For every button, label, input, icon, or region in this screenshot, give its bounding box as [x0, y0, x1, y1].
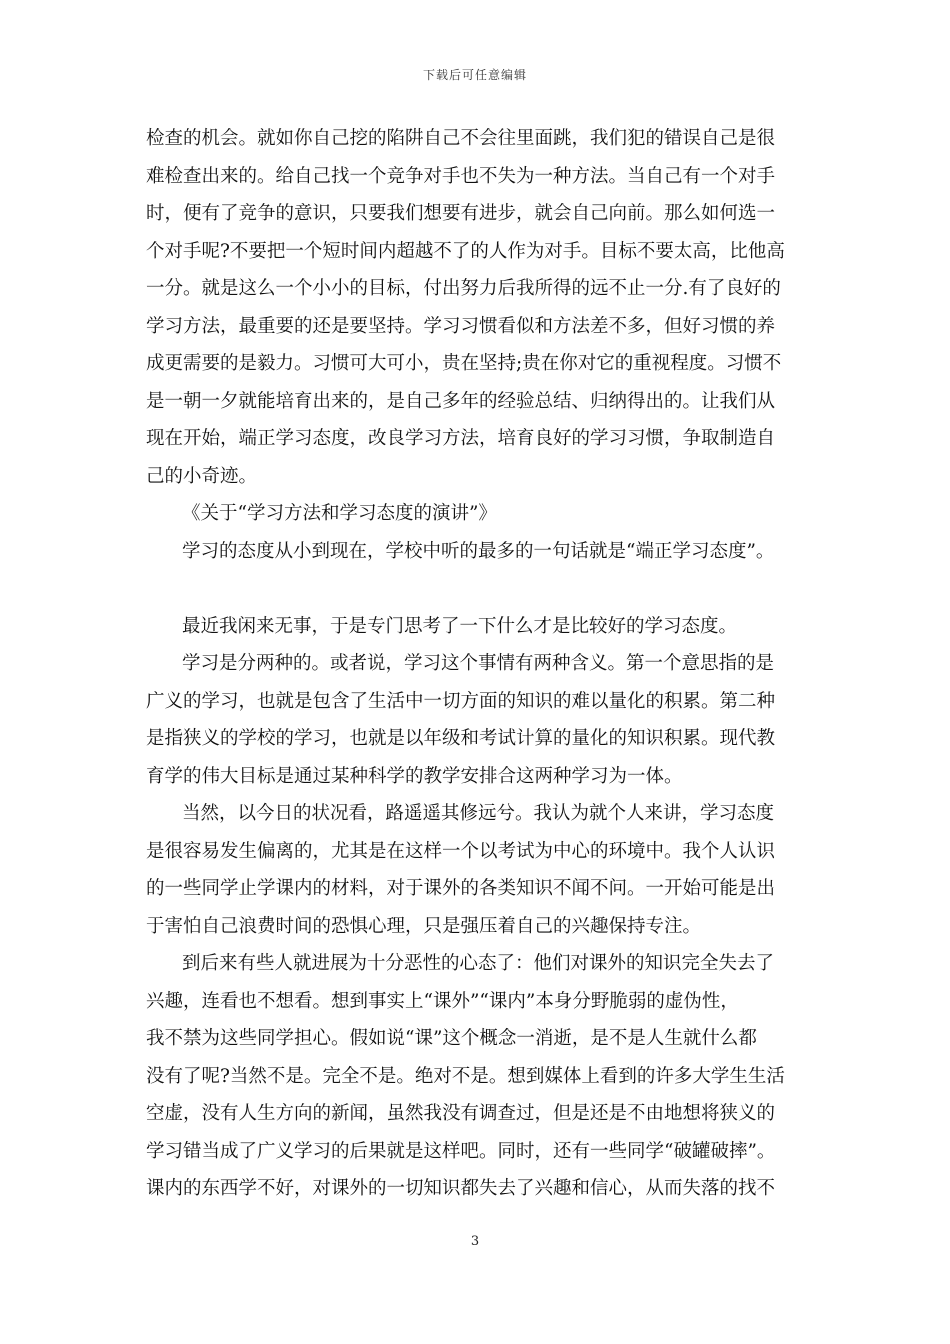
body-line: 最近我闲来无事，于是专门思考了一下什么才是比较好的学习态度。 — [182, 615, 738, 637]
body-line: 我不禁为这些同学担心。假如说“课”这个概念一消逝，是不是人生就什么都 — [146, 1028, 757, 1049]
body-line: 课内的东西学不好，对课外的一切知识都失去了兴趣和信心，从而失落的找不 — [146, 1178, 776, 1199]
body-line: 学习的态度从小到现在，学校中听的最多的一句话就是“端正学习态度”。 — [182, 540, 775, 562]
body-line: 是一朝一夕就能培育出来的，是自己多年的经验总结、归纳得出的。让我们从 — [146, 390, 776, 412]
body-line: 成更需要的是毅力。习惯可大可小，贵在坚持;贵在你对它的重视程度。习惯不 — [146, 353, 782, 374]
speech-title: 《关于“学习方法和学习态度的演讲”》 — [182, 503, 497, 524]
body-line: 育学的伟大目标是通过某种科学的教学安排合这两种学习为一体。 — [146, 765, 683, 787]
page-number: 3 — [470, 1234, 480, 1249]
body-line: 于害怕自己浪费时间的恐惧心理，只是强压着自己的兴趣保持专注。 — [146, 915, 702, 937]
body-line: 广义的学习，也就是包含了生活中一切方面的知识的难以量化的积累。第二种 — [146, 690, 776, 712]
page-header — [0, 66, 950, 83]
body-line: 时，便有了竞争的意识，只要我们想要有进步，就会自己向前。那么如何选一 — [146, 203, 776, 224]
body-line: 没有了呢?当然不是。完全不是。绝对不是。想到媒体上看到的许多大学生生活 — [146, 1065, 785, 1087]
paragraph-gap — [146, 570, 826, 608]
body-line: 现在开始，端正学习态度，改良学习方法，培育良好的学习习惯，争取制造自 — [146, 428, 776, 449]
body-line: 兴趣，连看也不想看。想到事实上“课外”“课内”本身分野脆弱的虚伪性， — [146, 990, 739, 1012]
body-line: 是很容易发生偏离的，尤其是在这样一个以考试为中心的环境中。我个人认识 — [146, 840, 776, 862]
body-line: 己的小奇迹。 — [146, 465, 258, 487]
body-line: 学习错当成了广义学习的后果就是这样吧。同时，还有一些同学“破罐破摔”。 — [146, 1140, 776, 1162]
body-line: 一分。就是这么一个小小的目标，付出努力后我所得的远不止一分.有了良好的 — [146, 278, 781, 299]
body-line: 到后来有些人就进展为十分恶性的心态了：他们对课外的知识完全失去了 — [182, 953, 775, 974]
body-line: 空虚，没有人生方向的新闻，虽然我没有调查过，但是还是不由地想将狭义的 — [146, 1103, 776, 1124]
body-line: 学习是分两种的。或者说，学习这个事情有两种含义。第一个意思指的是 — [182, 653, 775, 674]
body-line: 当然，以今日的状况看，路遥遥其修远兮。我认为就个人来讲，学习态度 — [182, 803, 775, 824]
body-line: 是指狭义的学校的学习，也就是以年级和考试计算的量化的知识积累。现代教 — [146, 728, 776, 749]
header-note: 下载后可任意编辑 — [422, 68, 527, 82]
body-line: 难检查出来的。给自己找一个竞争对手也不失为一种方法。当自己有一个对手 — [146, 165, 776, 187]
body-line: 的一些同学止学课内的材料，对于课外的各类知识不闻不问。一开始可能是出 — [146, 878, 776, 899]
body-line: 个对手呢?不要把一个短时间内超越不了的人作为对手。目标不要太高，比他高 — [146, 240, 785, 262]
body-line: 检查的机会。就如你自己挖的陷阱自己不会往里面跳，我们犯的错误自己是很 — [146, 128, 776, 149]
document-body — [146, 120, 826, 1208]
body-line: 学习方法，最重要的还是要坚持。学习习惯看似和方法差不多，但好习惯的养 — [146, 315, 776, 337]
